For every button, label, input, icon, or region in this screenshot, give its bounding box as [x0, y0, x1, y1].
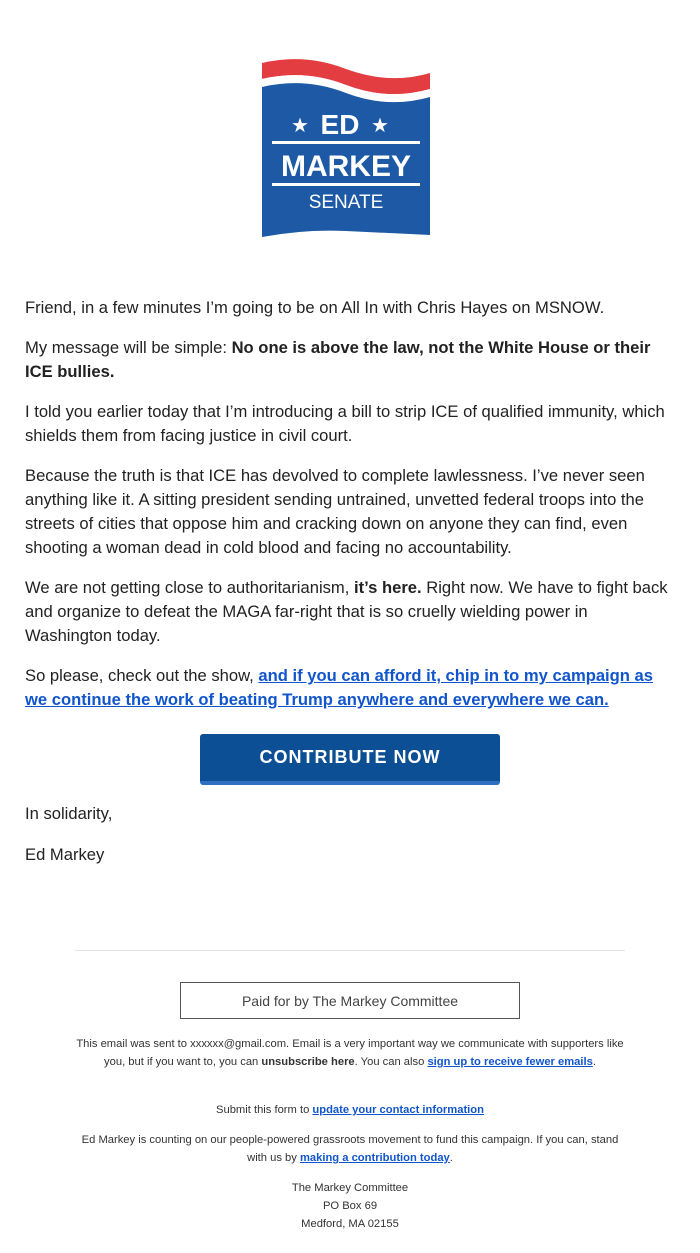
paragraph-4: Because the truth is that ICE has devolved to complete lawlessness. I’ve never seen anything like it. A sitting president sending untrained, unvetted federal troops into the streets of cities that oppose him and cracking down on anyone they can find, even shooting a woman dead in cold blood and facing no accountability. [25, 466, 645, 557]
address-line-1: The Markey Committee [291, 1182, 409, 1194]
email-body [25, 296, 675, 728]
signoff-closing: In solidarity, [25, 804, 113, 823]
paragraph-3: I told you earlier today that I’m introducing a bill to strip ICE of qualified immunity, which shields them from facing justice in civil court. [25, 402, 665, 445]
footer-grassroots: Ed Markey is counting on our people-powered grassroots movement to fund this campaign. If you can, stand with us by making a contribution today. [81, 1134, 619, 1164]
footer-address [75, 1179, 625, 1233]
unsubscribe-link[interactable]: unsubscribe here [261, 1056, 355, 1068]
svg-text:★: ★ [371, 113, 389, 137]
paragraph-1: Friend, in a few minutes I’m going to be on All In with Chris Hayes on MSNOW. [25, 298, 605, 317]
paragraph-2: My message will be simple: No one is above the law, not the White House or their ICE bullies. [25, 338, 651, 381]
fewer-emails-link[interactable]: sign up to receive fewer emails [427, 1056, 593, 1068]
logo-markey: MARKEY [280, 150, 412, 183]
paragraph-6: So please, check out the show, and if you can afford it, chip in to my campaign as we continue the work of beating Trump anywhere and everywhere we can. [25, 666, 654, 709]
footer-divider [75, 950, 625, 951]
footer-update-info: Submit this form to update your contact information [216, 1104, 484, 1116]
chip-in-link[interactable]: and if you can afford it, chip in to my campaign as we continue the work of beating Trump anywhere and everywhere we can. [25, 666, 654, 709]
update-contact-link[interactable]: update your contact information [312, 1104, 484, 1116]
footer-sent-to: This email was sent to xxxxxx@gmail.com. Email is a very important way we communicate with supporters like you, but if you want to, you can unsubscribe here. You can also sign up to receive fewer emails. [76, 1038, 624, 1068]
address-line-3: Medford, MA 02155 [301, 1218, 399, 1230]
signoff-name: Ed Markey [25, 845, 105, 864]
logo-senate: SENATE [308, 192, 384, 213]
paid-for-box: Paid for by The Markey Committee [180, 982, 520, 1019]
address-line-2: PO Box 69 [322, 1200, 378, 1212]
paragraph-5: We are not getting close to authoritarianism, it’s here. Right now. We have to fight back and organize to defeat the MAGA far-right that is so cruelly wielding power in Washington today. [25, 578, 668, 645]
contribute-now-button[interactable]: CONTRIBUTE NOW [200, 734, 500, 785]
ed-markey-senate-logo [260, 55, 432, 240]
logo-ed: ED [320, 109, 360, 140]
make-contribution-link[interactable]: making a contribution today [299, 1152, 450, 1164]
svg-text:★: ★ [291, 113, 309, 137]
